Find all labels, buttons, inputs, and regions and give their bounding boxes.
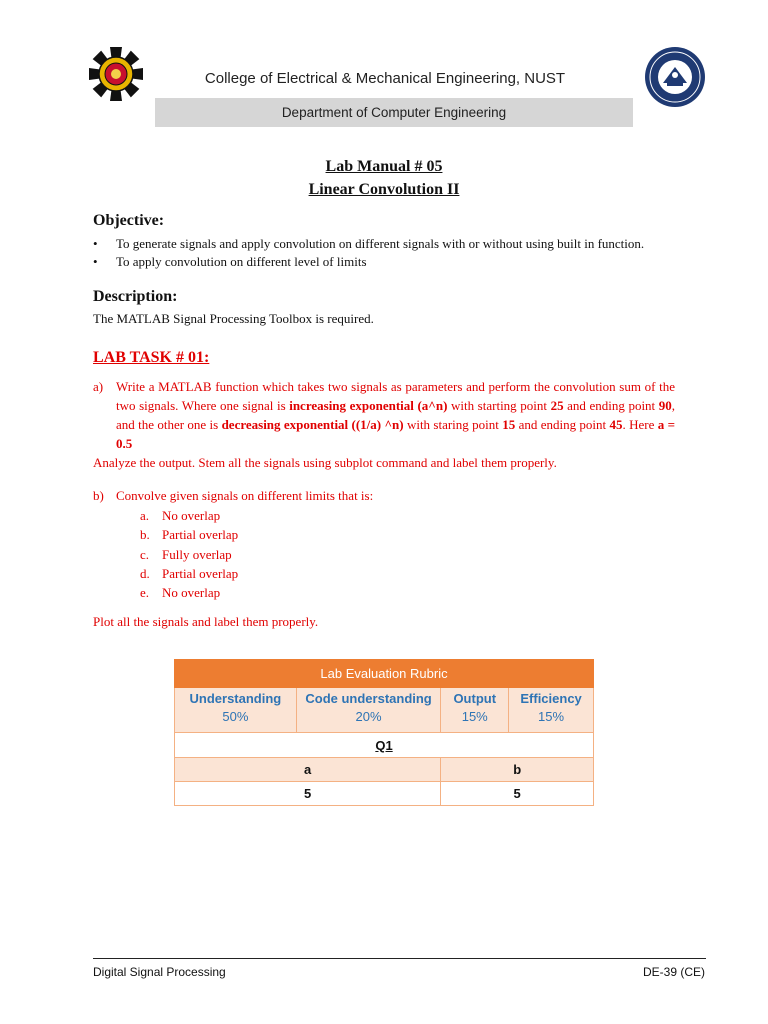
criterion-cell bbox=[296, 688, 441, 733]
rubric-parts-row bbox=[175, 758, 594, 782]
lab-manual-number: Lab Manual # 05 bbox=[325, 158, 443, 175]
university-seal-logo bbox=[643, 45, 707, 109]
list-item-text: Partial overlap bbox=[162, 527, 239, 543]
task-a-highlight: a = 0.5 bbox=[116, 417, 675, 451]
footer-course-name: Digital Signal Processing bbox=[93, 965, 226, 979]
criterion-weight: 20% bbox=[355, 709, 382, 724]
list-item-text: No overlap bbox=[162, 585, 221, 601]
objective-list bbox=[93, 236, 678, 272]
list-marker: b. bbox=[140, 527, 150, 543]
part-label: b bbox=[441, 758, 594, 782]
task-a-text-segment: and ending point bbox=[563, 398, 659, 413]
evaluation-rubric-table bbox=[174, 659, 594, 806]
task-a-highlight: 45 bbox=[609, 417, 623, 432]
task-part-a bbox=[93, 377, 675, 453]
task-a-label: a) bbox=[93, 379, 104, 394]
criterion-name: Understanding bbox=[189, 691, 282, 706]
task-part-b bbox=[93, 488, 373, 504]
list-item-text: No overlap bbox=[162, 508, 221, 523]
college-name: College of Electrical & Mechanical Engineering, NUST bbox=[204, 70, 566, 87]
rubric-title-row bbox=[175, 660, 594, 688]
task-a-highlight: decreasing exponential ((1/a) ^n) bbox=[221, 417, 404, 432]
plot-instruction: Plot all the signals and label them properly. bbox=[93, 614, 319, 629]
criterion-cell bbox=[509, 688, 594, 733]
list-marker: e. bbox=[140, 585, 150, 601]
task-b-label: b) bbox=[93, 488, 104, 503]
task-a-text-segment: Write a MATLAB function which takes two signals as parameters and perform the convolution sum of the two signals. Where one signal is bbox=[116, 379, 675, 413]
part-score: 5 bbox=[175, 782, 441, 806]
task-a-text-segment: with starting point bbox=[447, 398, 551, 413]
department-banner bbox=[155, 98, 633, 127]
rubric-title: Lab Evaluation Rubric bbox=[175, 660, 594, 688]
description-heading: Description: bbox=[93, 288, 178, 305]
list-marker: d. bbox=[140, 565, 150, 581]
description-text: The MATLAB Signal Processing Toolbox is required. bbox=[93, 311, 374, 326]
list-marker: c. bbox=[140, 546, 150, 562]
footer-divider bbox=[93, 958, 706, 959]
task-b-text: Convolve given signals on different limits that is: bbox=[116, 488, 374, 503]
list-item-text: Partial overlap bbox=[162, 565, 239, 581]
rubric-scores-row bbox=[175, 782, 594, 806]
list-item bbox=[140, 508, 238, 527]
list-marker: a. bbox=[140, 508, 150, 523]
criterion-cell bbox=[175, 688, 297, 733]
criterion-weight: 15% bbox=[538, 709, 565, 724]
task-a-highlight: 90 bbox=[658, 398, 672, 413]
department-name: Department of Computer Engineering bbox=[281, 105, 507, 120]
task-a-text-segment: and ending point bbox=[515, 417, 610, 432]
list-item bbox=[140, 547, 238, 566]
list-item bbox=[140, 585, 238, 604]
list-item bbox=[140, 527, 238, 546]
criterion-name: Output bbox=[453, 691, 497, 706]
overlap-cases-list bbox=[140, 508, 238, 604]
task-a-text-segment: , and the other one is bbox=[116, 398, 675, 432]
list-item bbox=[140, 566, 238, 585]
task-a-text-segment: with staring point bbox=[403, 417, 503, 432]
analyze-instruction: Analyze the output. Stem all the signals using subplot command and label them properly. bbox=[93, 455, 557, 470]
rubric-question-row bbox=[175, 733, 594, 758]
lab-topic-title: Linear Convolution II bbox=[308, 181, 460, 198]
footer-course-code: DE-39 (CE) bbox=[642, 965, 705, 979]
rubric-criteria-row bbox=[175, 688, 594, 733]
task-a-highlight: 25 bbox=[550, 398, 564, 413]
question-label: Q1 bbox=[175, 733, 594, 758]
criterion-weight: 50% bbox=[222, 709, 249, 724]
task-a-text-segment: . Here bbox=[622, 417, 658, 432]
criterion-weight: 15% bbox=[461, 709, 488, 724]
lab-task-title: LAB TASK # 01: bbox=[93, 349, 210, 366]
objective-item: • To generate signals and apply convolution on different signals with or without using built in function. bbox=[93, 236, 678, 252]
part-label: a bbox=[175, 758, 441, 782]
list-item-text: Fully overlap bbox=[162, 546, 232, 562]
college-crest-logo bbox=[86, 43, 146, 103]
criterion-name: Efficiency bbox=[520, 691, 582, 706]
task-a-highlight: 15 bbox=[502, 417, 516, 432]
task-a-text bbox=[116, 377, 675, 453]
criterion-name: Code understanding bbox=[305, 691, 432, 706]
task-a-highlight: increasing exponential (a^n) bbox=[289, 398, 448, 413]
criterion-cell bbox=[441, 688, 509, 733]
part-score: 5 bbox=[441, 782, 594, 806]
objective-heading: Objective: bbox=[93, 212, 165, 229]
objective-item: • To apply convolution on different level of limits bbox=[93, 254, 678, 270]
